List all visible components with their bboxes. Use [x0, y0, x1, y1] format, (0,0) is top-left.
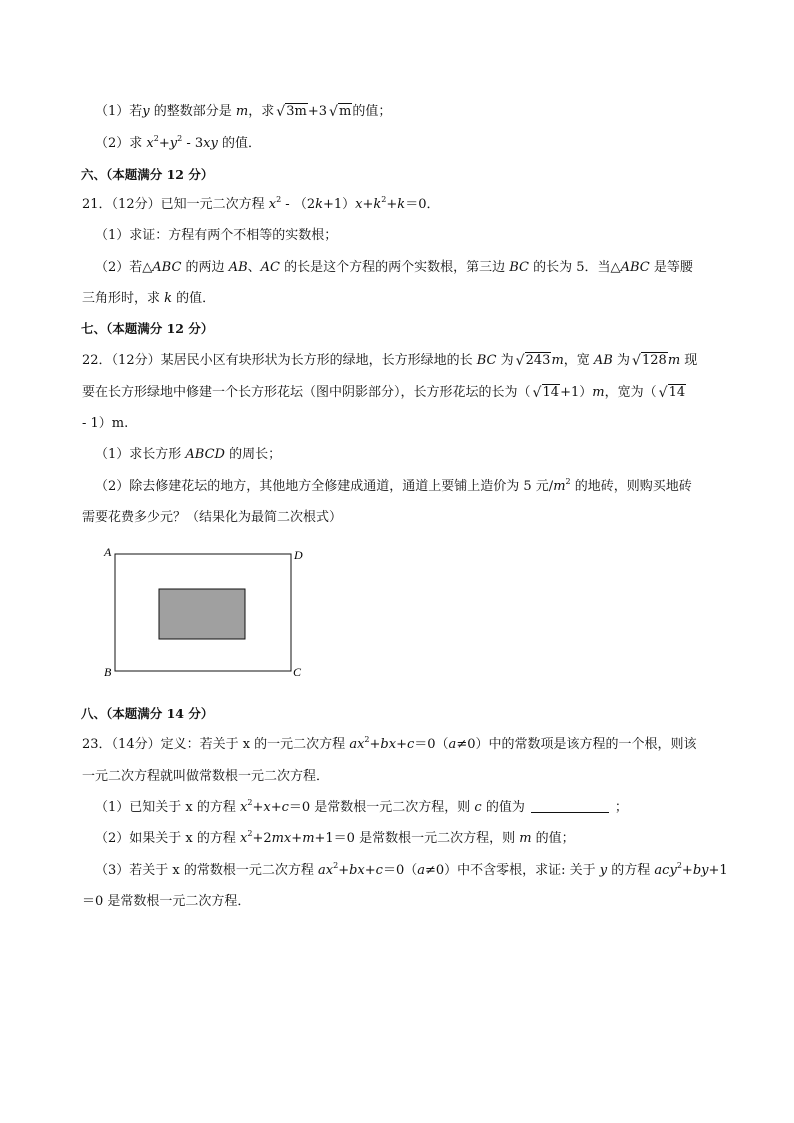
sqrt-243: √ 243 — [515, 353, 551, 369]
sqrt-14-b: √ 14 — [658, 385, 686, 401]
q20-part1: （1）若y 的整数部分是 m，求 √ 3m+3 √ m的值； — [95, 104, 392, 120]
q20-part2: （2）求 $x^2+y^2 - 3xy$ 的值． — [95, 134, 261, 151]
q22-stem-line3: - 1）m. — [82, 416, 129, 431]
section-6-heading: 六、（本题满分 12 分） — [81, 167, 214, 182]
sqrt-128: √ 128 — [632, 353, 667, 369]
vertex-label-b: B — [104, 665, 112, 678]
sqrt-m: √ m — [329, 104, 352, 120]
section-8-heading: 八、（本题满分 14 分） — [81, 706, 214, 721]
q22-part1: （1）求长方形 ABCD 的周长； — [95, 447, 282, 462]
q23-part3-cont: ＝0 是常数根一元二次方程． — [82, 894, 251, 909]
vertex-label-c: C — [293, 665, 302, 678]
answer-blank[interactable] — [531, 799, 609, 813]
rectangle-figure — [102, 546, 312, 678]
q23-stem-line2: 一元二次方程就叫做常数根一元二次方程． — [82, 769, 330, 784]
sqrt-3m: √ 3m — [276, 104, 307, 120]
q23-part1: （1）已知关于 x 的方程 $x^2+x+c=0$ 是常数根一元二次方程，则 c 的值为 ； — [95, 798, 628, 815]
section-7-heading: 七、（本题满分 12 分） — [81, 321, 214, 336]
vertex-label-d: D — [294, 548, 303, 562]
sqrt-14-a: √ 14 — [532, 385, 560, 401]
q21-part2-cont: 三角形时，求 k 的值． — [82, 291, 216, 306]
q21-stem: 21．（12分）已知一元二次方程 $x^2 - (2k+1)x+k^2+k=0$． — [82, 195, 440, 212]
q23-part2: （2）如果关于 x 的方程 $x^2+2mx+m+1=0$ 是常数根一元二次方程，则 m 的值； — [95, 829, 575, 846]
q22-stem-line2: 要在长方形绿地中修建一个长方形花坛（图中阴影部分），长方形花坛的长为（ √ 14+1）m，宽为（ √ 14 — [82, 385, 686, 401]
vertex-label-a: A — [104, 546, 112, 559]
q23-part3: （3）若关于 x 的常数根一元二次方程 $ax^2+bx+c=0(a\ne 0)$中不含零根，求证: 关于 y 的方程 acy$^2$+by+1 — [95, 861, 728, 878]
q21-part1: （1）求证：方程有两个不相等的实数根； — [95, 228, 338, 243]
flower-bed-shaded — [159, 589, 245, 639]
q21-part2: （2）若△ABC 的两边 AB、AC 的长是这个方程的两个实数根，第三边 BC 的长为 5．当△ABC 是等腰 — [95, 260, 693, 275]
q23-stem-line1: 23．（14分）定义：若关于 x 的一元二次方程 $ax^2+bx+c=0(a\ne 0)$中的常数项是该方程的一个根，则该 — [82, 735, 697, 752]
q22-stem-line1: 22．（12分）某居民小区有块形状为长方形的绿地，长方形绿地的长 BC 为 √ 243m，宽 AB 为 √ 128m 现 — [82, 353, 698, 369]
q22-part2-cont: 需要花费多少元？（结果化为最简二次根式） — [82, 510, 343, 525]
q22-part2: （2）除去修建花坛的地方，其他地方全修建成通道，通道上要铺上造价为 5 元$/m^2$ 的地砖，则购买地砖 — [95, 477, 692, 494]
